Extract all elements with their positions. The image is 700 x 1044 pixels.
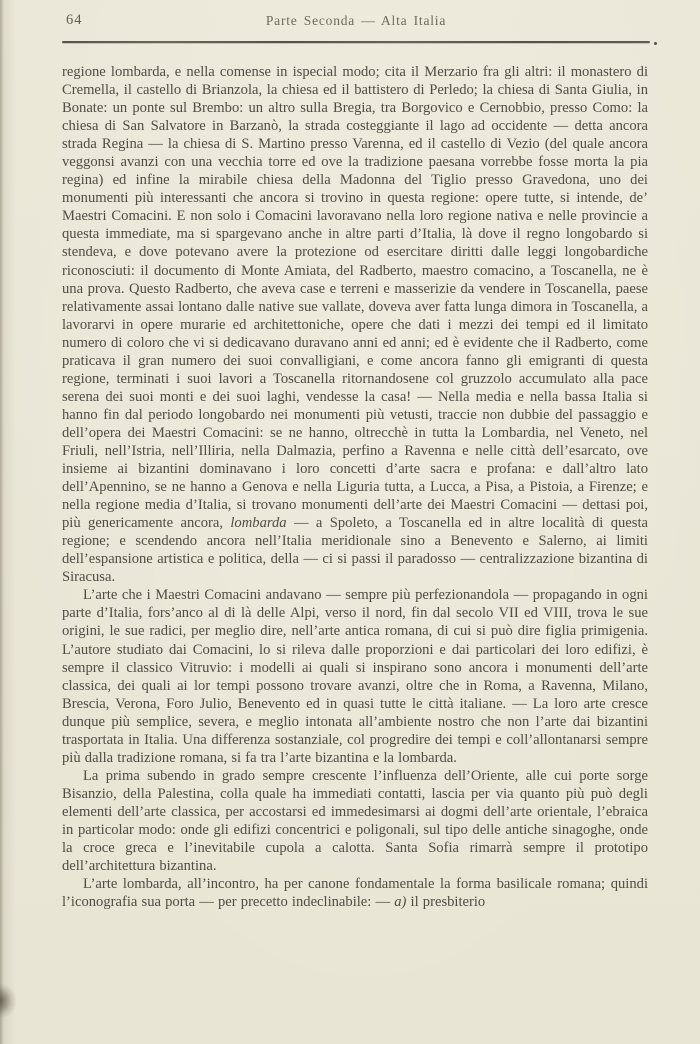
italic-text: a) (394, 894, 407, 911)
text-segment: il presbiterio (406, 894, 486, 911)
paragraph (62, 586, 648, 766)
text-segment: — a Spoleto, a Toscanella ed in altre località di questa regione; e scendendo ancora nell’Italia meridionale sino a Benevento e Salerno, ai limiti dell’espansione artistica e politica, della — ci si passi il paradosso — centralizzazione bizantina di Siracusa. (62, 515, 648, 586)
scan-left-edge-shadow (0, 0, 4, 1044)
paragraph (62, 875, 648, 911)
header-rule (62, 41, 650, 43)
page-header (62, 10, 650, 32)
text-segment: L’arte che i Maestri Comacini andavano — sempre più perfezionandola — propagando in ogni parte d’Italia, fors’anco al di là delle Alpi, verso il nord, fin dal secolo VII ed VIII, trova le sue origini, le sue radici, per meglio dire, nell’arte antica romana, di cui si può dire figlia primigenia. L’autore studiato dai Comacini, lo si rileva dalle proporzioni e dai particolari dei loro edifizi, è sempre il classico Vitruvio: i modelli ai quali si inspirano sono ancora i monumenti dell’arte classica, dei quali ai lor tempi possono trovare avanzi, oltre che in Roma, a Ravenna, Milano, Brescia, Verona, Foro Julio, Benevento ed in quasi tutte le città italiane. — La loro arte cresce dunque più semplice, severa, e meglio intonata all’ambiente nostro che non l’arte dai bizantini trasportata in Italia. Una differenza sostanziale, col progredire dei tempi e coll’allontanarsi sempre più dalla tradizione romana, si fa tra l’arte bizantina e la lombarda. (62, 587, 648, 766)
running-title: Parte Seconda — Alta Italia (265, 13, 447, 28)
text-segment: regione lombarda, e nella comense in ispecial modo; cita il Merzario fra gli altri: il monastero di Cremella, il castello di Brianzola, la chiesa ed il battistero di Perledo; la chiesa di Santa Giulia, in Bonate: un ponte sul Brembo: un altro sulla Bregia, tra Borgovico e Cernobbio, presso Como: la chiesa di San Salvatore in Barzanò, la strada costeggiante il lago ad occidente — detta ancora strada Regina — la chiesa di S. Martino presso Varenna, ed il castello di Vezio (del quale ancora veggonsi avanzi con una vecchia torre ed ove la tradizione paesana vorrebbe fosse morta la pia regina) ed infine la mirabile chiesa della Madonna del Tiglio presso Gravedona, uno dei monumenti più interessanti che ancora si trovino in questa regione: opere tutte, si intende, de’ Maestri Comacini. E non solo i Comacini lavoravano nella loro regione nativa e nelle provincie a questa immediate, ma si spargevano anche in altre parti d’Italia, là dove il regno longobardo si stendeva, e dove potevano avere la protezione od esercitare diritti dalle leggi longobardiche riconosciuti: il documento di Monte Amiata, del Radberto, maestro comacino, a Toscanella, ne è una prova. Questo Radberto, che aveva case e terreni e masserizie da vendere in Toscanella, paese relativamente assai lontano dalle native sue vallate, doveva aver fatta lunga dimora in Toscanella, a lavorarvi in opere murarie ed architettoniche, opere che dati i mezzi dei tempi ed il limitato numero di coloro che vi si dedicavano duravano anni ed anni; ed è evidente che il Radberto, come praticava il gran numero dei suoi convalligiani, e come ancora fanno gli emigranti di questa regione, terminati i suoi lavori a Toscanella ritornandosene col gruzzolo accumulato alla pace serena dei suoi monti e dei suoi laghi, vendesse la casa! — Nella media e nella bassa Italia si hanno fin dal periodo longobardo nei monumenti più vetusti, traccie non dubbie del passaggio e dell’opera dei Maestri Comacini: se ne hanno, oltrecchè in tutta la Lombardia, nel Veneto, nel Friuli, nell’Istria, nell’Illiria, nella Dalmazia, perfino a Ravenna e nelle città dell’esarcato, ove insieme ai bizantini dominavano i loro concetti d’arte sacra e profana: e dall’altro lato dell’Apennino, se ne hanno a Genova e nella Liguria tutta, a Lucca, a Pisa, a Pistoia, a Firenze; e nella regione media d’Italia, si trovano monumenti dell’arte dei Maestri Comacini — dettasi poi, più genericamente ancora, (62, 64, 648, 532)
paragraph (62, 767, 648, 875)
text-block (62, 63, 648, 911)
text-segment: L’arte lombarda, all’incontro, ha per canone fondamentale la forma basilicale romana; quindi l’iconografia sua porta — per precetto indeclinabile: — (62, 876, 648, 911)
page-number: 64 (66, 12, 83, 28)
text-segment: La prima subendo in grado sempre crescente l’influenza dell’Oriente, alle cui porte sorge Bisanzio, della Palestina, colla quale ha immediati contatti, lascia per via quanto più può degli elementi dell’arte classica, per accostarsi ed immedesimarsi ai dogmi dell’arte orientale, l’ebraica in particolar modo: onde gli edifizi concentrici e poligonali, sul tipo delle antiche sinagoghe, onde la croce greca e l’inevitabile cupola a calotta. Santa Sofia rimarrà sempre il prototipo dell’architettura bizantina. (62, 767, 648, 875)
paragraph (62, 63, 648, 586)
italic-text: lombarda (230, 515, 287, 532)
scan-smudge (0, 988, 10, 1014)
